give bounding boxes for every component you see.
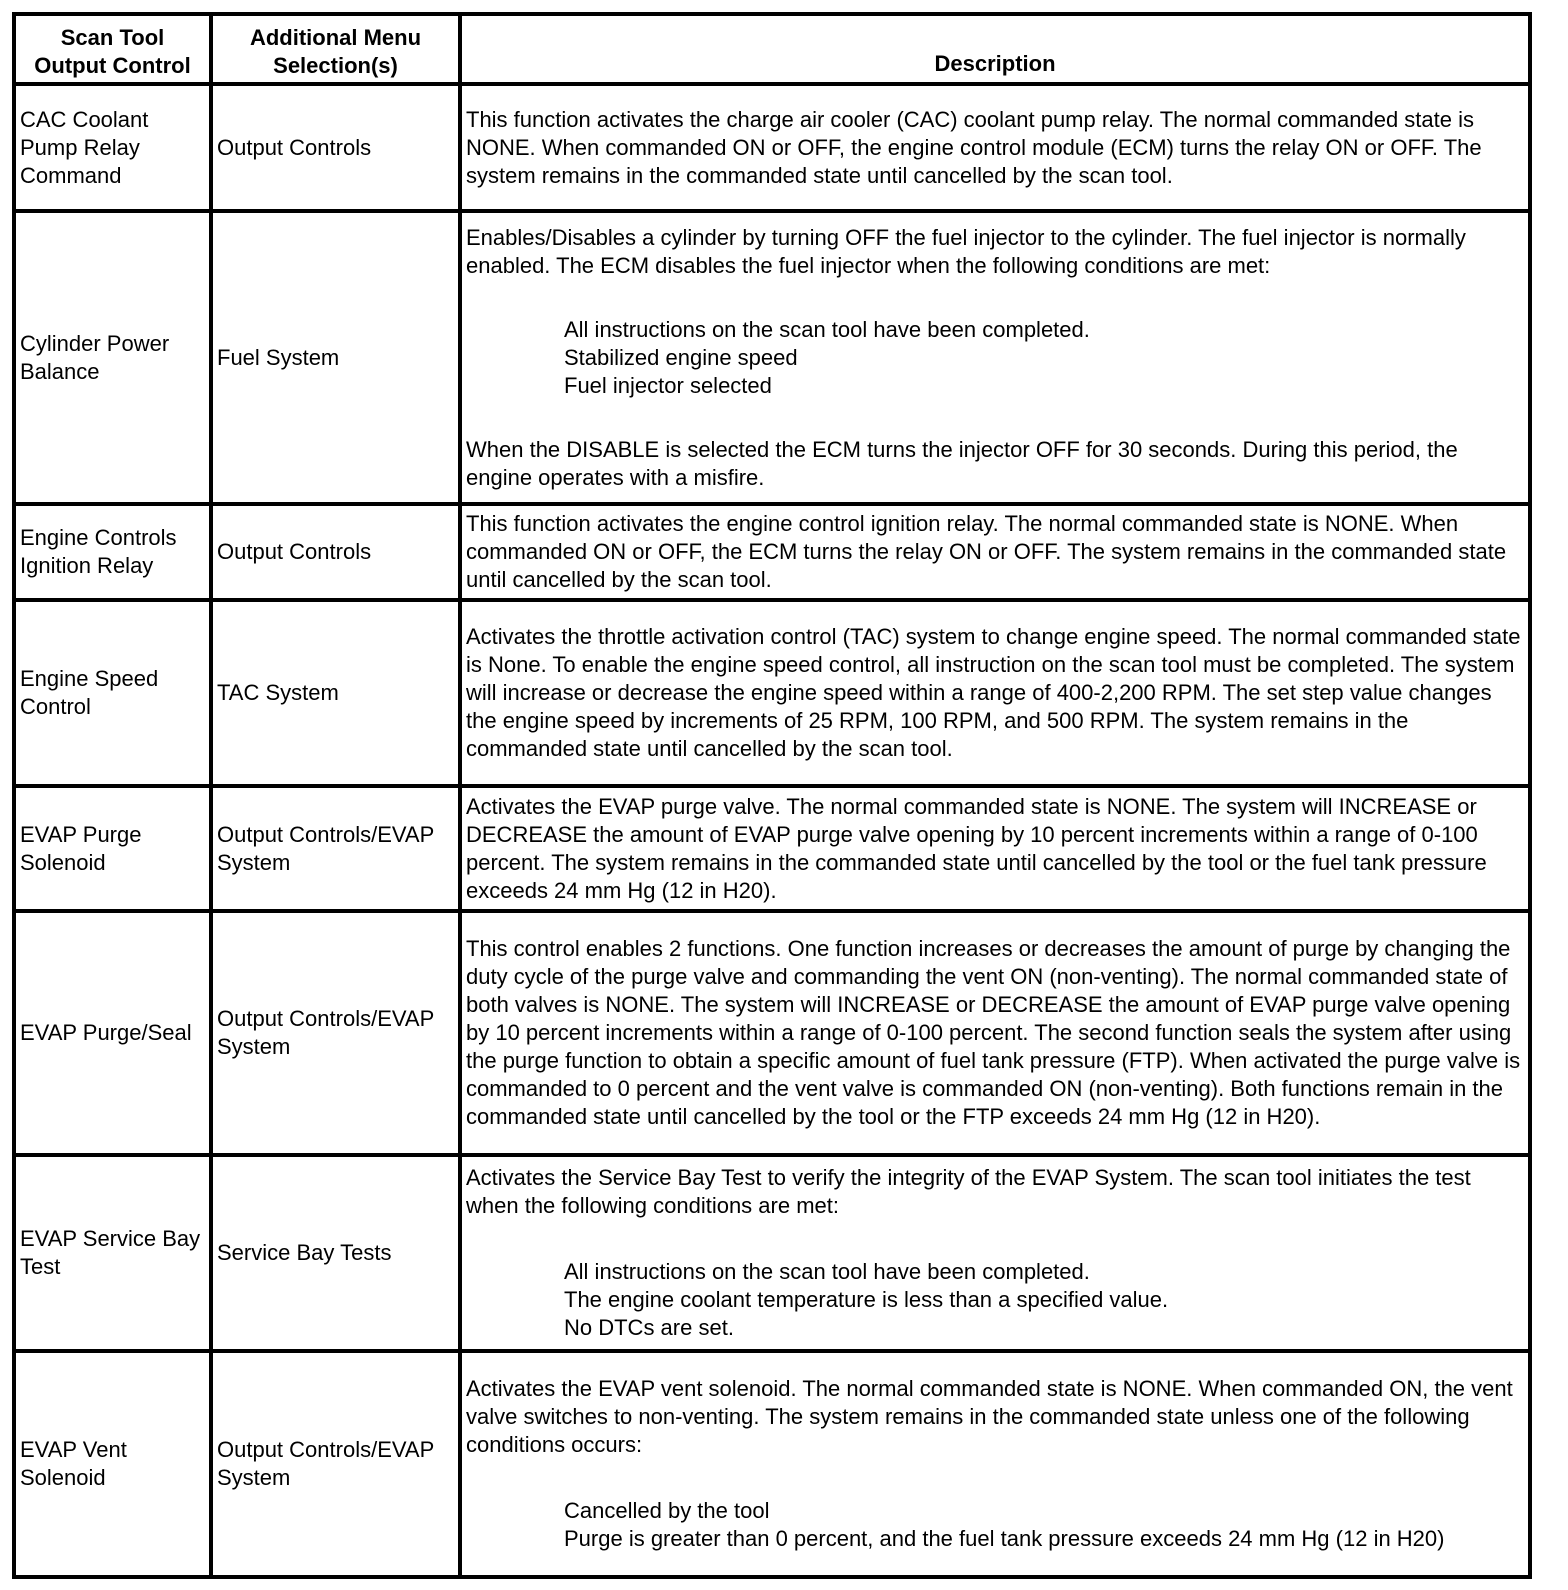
header-description: Description	[460, 14, 1530, 84]
condition-item: All instructions on the scan tool have been completed.	[564, 1259, 1090, 1284]
cell-menu: Output Controls/EVAP System	[211, 1351, 460, 1577]
table-row	[14, 911, 1530, 1155]
condition-item: Stabilized engine speed	[564, 344, 798, 370]
table-row	[14, 786, 1530, 911]
cell-control: Engine Speed Control	[14, 600, 211, 786]
cell-control: EVAP Purge Solenoid	[14, 786, 211, 911]
description-text: Activates the EVAP purge valve. The normal commanded state is NONE. The system will INCREASE or DECREASE the amount of EVAP purge valve opening by 10 percent increments within a range of 0-100 percent. The system remains in the commanded state until cancelled by the tool or the fuel tank pressure exceeds 24 mm Hg (12 in H20).	[466, 793, 1487, 903]
description-text: This function activates the charge air cooler (CAC) coolant pump relay. The normal commanded state is NONE. When commanded ON or OFF, the engine control module (ECM) turns the relay ON or OFF. The system remains in the commanded state until cancelled by the scan tool.	[466, 106, 1482, 188]
header-line: Selection(s)	[273, 53, 398, 78]
cell-menu: Output Controls/EVAP System	[211, 911, 460, 1155]
condition-item: All instructions on the scan tool have been completed.	[564, 316, 1090, 342]
condition-item: Purge is greater than 0 percent, and the fuel tank pressure exceeds 24 mm Hg (12 in H20)	[564, 1526, 1445, 1551]
spacer	[466, 400, 1524, 436]
cell-menu: Output Controls	[211, 504, 460, 600]
condition-item: The engine coolant temperature is less than a specified value.	[564, 1287, 1169, 1312]
header-line: Scan Tool	[60, 25, 165, 50]
conditions-list	[466, 316, 1524, 400]
conditions-list	[466, 1258, 1524, 1342]
cell-description	[460, 84, 1530, 211]
conditions-list	[466, 1497, 1524, 1553]
cell-description	[460, 911, 1530, 1155]
cell-description	[460, 1155, 1530, 1351]
description-text: Enables/Disables a cylinder by turning OFF the fuel injector to the cylinder. The fuel injector is normally enabled. The ECM disables the fuel injector when the following conditions are met:	[466, 224, 1466, 278]
header-line: Additional Menu	[249, 25, 422, 50]
condition-item: No DTCs are set.	[564, 1315, 734, 1340]
header-line: Output Control	[34, 53, 191, 78]
table-row	[14, 1351, 1530, 1577]
table-row	[14, 600, 1530, 786]
cell-control: EVAP Service Bay Test	[14, 1155, 211, 1351]
description-text: Activates the EVAP vent solenoid. The normal commanded state is NONE. When commanded ON, the vent valve switches to non-venting. The system remains in the commanded state unless one of the following conditions occurs:	[466, 1376, 1513, 1457]
cell-menu: Output Controls	[211, 84, 460, 211]
description-text: This function activates the engine control ignition relay. The normal commanded state is NONE. When commanded ON or OFF, the ECM turns the relay ON or OFF. The system remains in the commanded state until cancelled by the scan tool.	[466, 511, 1507, 592]
description-text: This control enables 2 functions. One function increases or decreases the amount of purge by changing the duty cycle of the purge valve and commanding the vent ON (non-venting). The normal commanded state of both valves is NONE. The system will INCREASE or DECREASE the amount of EVAP purge valve opening by 10 percent increments within a range of 0-100 percent. The second function seals the system after using the purge function to obtain a specific amount of fuel tank pressure (FTP). When activated the purge valve is commanded to 0 percent and the vent valve is commanded ON (non-venting). Both functions remain in the commanded state until cancelled by the tool or the FTP exceeds 24 mm Hg (12 in H20).	[466, 936, 1521, 1129]
condition-item: Cancelled by the tool	[564, 1498, 770, 1523]
cell-menu: TAC System	[211, 600, 460, 786]
table-row	[14, 504, 1530, 600]
cell-control: EVAP Purge/Seal	[14, 911, 211, 1155]
condition-item: Fuel injector selected	[564, 372, 772, 398]
header-scan-tool-output-control	[14, 14, 211, 84]
cell-menu: Service Bay Tests	[211, 1155, 460, 1351]
spacer	[466, 280, 1524, 316]
cell-description	[460, 504, 1530, 600]
cell-control: Cylinder Power Balance	[14, 211, 211, 504]
description-text: Activates the throttle activation control (TAC) system to change engine speed. The normal commanded state is None. To enable the engine speed control, all instruction on the scan tool must be completed. The system will increase or decrease the engine speed within a range of 400-2,200 RPM. The set step value changes the engine speed by increments of 25 RPM, 100 RPM, and 500 RPM. The system remains in the commanded state until cancelled by the scan tool.	[466, 624, 1521, 761]
cell-control: CAC Coolant Pump Relay Command	[14, 84, 211, 211]
description-text: Activates the Service Bay Test to verify the integrity of the EVAP System. The scan tool initiates the test when the following conditions are met:	[466, 1165, 1471, 1218]
table-row	[14, 211, 1530, 504]
cell-menu: Output Controls/EVAP System	[211, 786, 460, 911]
cell-menu: Fuel System	[211, 211, 460, 504]
spacer	[466, 1220, 1524, 1258]
cell-description	[460, 1351, 1530, 1577]
cell-description	[460, 786, 1530, 911]
table-row	[14, 1155, 1530, 1351]
cell-control: Engine Controls Ignition Relay	[14, 504, 211, 600]
scan-tool-output-controls-table	[12, 12, 1532, 1579]
cell-description	[460, 600, 1530, 786]
cell-control: EVAP Vent Solenoid	[14, 1351, 211, 1577]
cell-description	[460, 211, 1530, 504]
spacer	[466, 1459, 1524, 1497]
header-row	[14, 14, 1530, 84]
table-row	[14, 84, 1530, 211]
header-additional-menu-selection	[211, 14, 460, 84]
note-text: When the DISABLE is selected the ECM turns the injector OFF for 30 seconds. During this period, the engine operates with a misfire.	[466, 436, 1458, 490]
